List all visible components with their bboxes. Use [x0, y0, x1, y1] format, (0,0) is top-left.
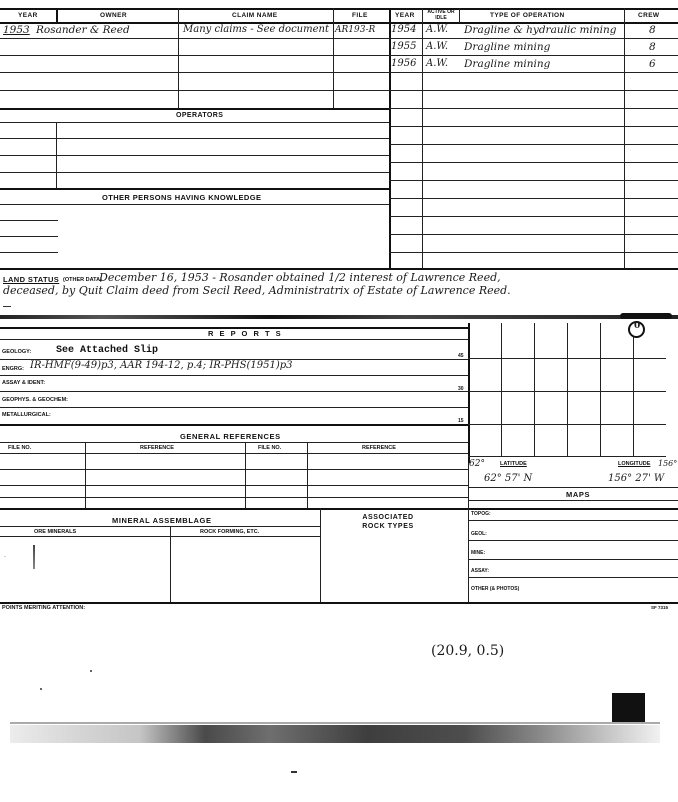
latitude-value: 62° 57' N [484, 473, 533, 484]
maps-title: MAPS [566, 490, 591, 499]
longitude-suffix: 156° [658, 459, 678, 468]
maps-other: OTHER (& PHOTOS) [471, 586, 520, 592]
operation-year: 1956 [391, 58, 417, 69]
general-references-title: GENERAL REFERENCES [180, 432, 281, 441]
ref-reference-header-2: REFERENCE [362, 445, 396, 451]
land-status-sublabel: (OTHER DATA) [63, 277, 102, 283]
scan-smudge [0, 315, 678, 319]
claim-name: Many claims - See document [183, 24, 329, 35]
ref-file-no-header-2: FILE NO. [258, 445, 282, 451]
mineral-assemblage-title: MINERAL ASSEMBLAGE [112, 516, 212, 525]
assay-label: ASSAY & IDENT: [2, 380, 46, 386]
engrg-label: ENGRG: [2, 366, 24, 372]
header-type-of-operation: TYPE OF OPERATION [490, 12, 565, 19]
land-status-line-1: December 16, 1953 - Rosander obtained 1/2 interest of Lawrence Reed, [99, 271, 501, 284]
points-meriting-attention: POINTS MERITING ATTENTION: [2, 605, 86, 611]
header-crew: CREW [638, 12, 660, 19]
claim-file: AR193-R [335, 25, 376, 35]
header-year-2: YEAR [395, 12, 415, 19]
operation-crew: 8 [649, 24, 656, 36]
operators-label: OPERATORS [176, 112, 224, 119]
scale-45: 45 [458, 353, 464, 359]
operation-year: 1954 [391, 24, 417, 35]
form-number: SF 7315 [651, 605, 669, 610]
operation-type: Dragline mining [464, 41, 551, 53]
operation-status: A.W. [426, 24, 449, 35]
engrg-value: IR-HMF(9-49)p3, AAR 194-12, p.4; IR-PHS(1951)p3 [30, 360, 293, 371]
geophys-label: GEOPHYS. & GEOCHEM: [2, 397, 69, 403]
other-persons-label: OTHER PERSONS HAVING KNOWLEDGE [102, 193, 262, 202]
longitude-label: LONGITUDE [618, 461, 651, 467]
section-number: 0 [634, 321, 641, 331]
coordinate-note: (20.9, 0.5) [431, 643, 505, 659]
registration-mark [612, 693, 645, 722]
operation-type: Dragline mining [464, 58, 551, 70]
operation-year: 1955 [391, 41, 417, 52]
land-status-label: LAND STATUS [3, 275, 60, 284]
operation-status: A.W. [426, 41, 449, 52]
associated-rock-types: ASSOCIATED ROCK TYPES [362, 514, 414, 530]
header-claim-name: CLAIM NAME [232, 12, 278, 19]
header-year: YEAR [18, 12, 38, 19]
maps-geol: GEOL: [471, 531, 487, 537]
claim-owner: Rosander & Reed [36, 24, 130, 36]
rock-forming-header: ROCK FORMING, ETC. [200, 529, 260, 535]
maps-topog: TOPOG: [471, 511, 491, 517]
scan-band [10, 725, 660, 743]
operation-type: Dragline & hydraulic mining [464, 24, 617, 36]
operation-crew: 8 [649, 41, 656, 53]
geology-label: GEOLOGY: [2, 349, 32, 355]
maps-mine: MINE: [471, 550, 486, 556]
scale-15: 15 [458, 418, 464, 424]
metallurgical-label: METALLURGICAL: [2, 412, 51, 418]
operation-status: A.W. [426, 58, 449, 69]
reports-title: R E P O R T S [208, 329, 283, 338]
claim-year: 1953 [3, 24, 30, 36]
latitude-prefix: 62° [469, 459, 485, 469]
ore-minerals-header: ORE MINERALS [34, 529, 77, 535]
latitude-label: LATITUDE [500, 461, 527, 467]
ref-file-no-header: FILE NO. [8, 445, 32, 451]
geology-value: See Attached Slip [56, 345, 159, 356]
operation-crew: 6 [649, 58, 656, 70]
maps-assay: ASSAY: [471, 568, 490, 574]
land-status-line-2: deceased, by Quit Claim deed from Secil Reed, Administratrix of Estate of Lawrence Reed. [3, 284, 511, 297]
header-active-idle: ACTIVE OR IDLE [427, 9, 455, 21]
header-file: FILE [352, 12, 368, 19]
ref-reference-header: REFERENCE [140, 445, 174, 451]
scale-30: 30 [458, 386, 464, 392]
header-owner: OWNER [100, 12, 127, 19]
longitude-value: 156° 27' W [608, 473, 665, 484]
